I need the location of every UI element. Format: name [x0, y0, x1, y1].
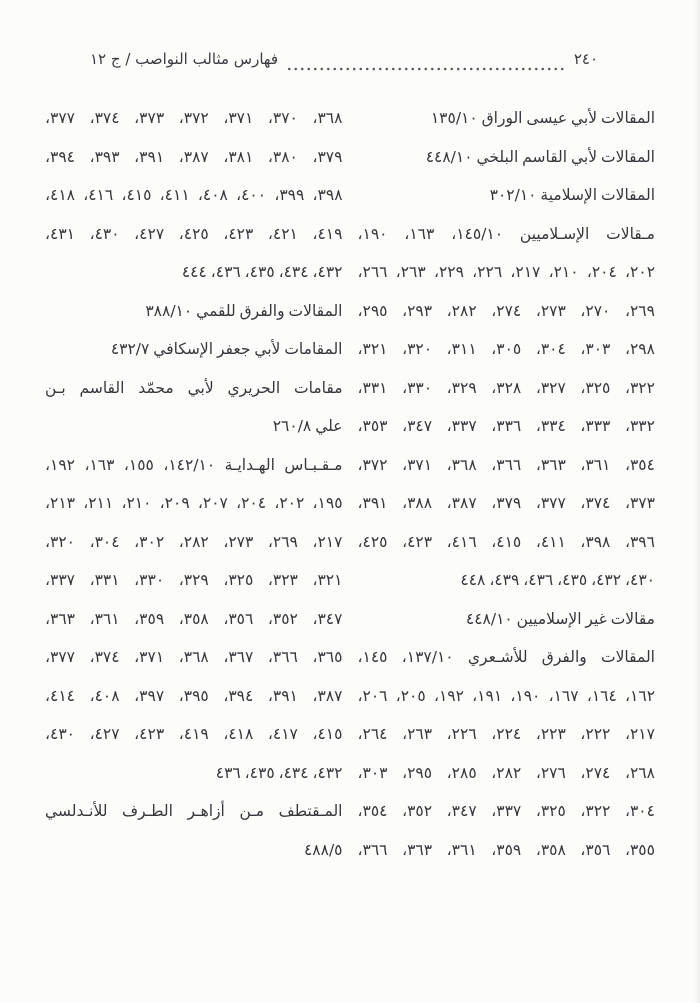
dotted-leader: [286, 67, 566, 71]
index-line: ٣٠٤، ٣٢٢، ٣٢٥، ٣٣٧، ٣٤٧، ٣٥٢، ٣٥٤،: [357, 802, 655, 820]
index-line: ٢١٧، ٢٢٢، ٢٢٣، ٢٢٤، ٢٢٦، ٢٦٣، ٢٦٤،: [357, 725, 655, 743]
index-line: ٣٧٣، ٣٧٤، ٣٧٧، ٣٧٩، ٣٨٧، ٣٨٨، ٣٩١،: [357, 494, 655, 512]
index-line: المقالات والفرق للأشـعري ١٣٧/١٠، ١٤٥،: [357, 648, 655, 666]
index-line: ٢٠٢، ٢٠٤، ٢١٠، ٢١٧، ٢٢٦، ٢٢٩، ٢٦٣، ٢٦٦،: [357, 263, 655, 281]
index-line: ٣٧٩، ٣٨٠، ٣٨١، ٣٨٧، ٣٩١، ٣٩٣، ٣٩٤،: [45, 147, 343, 166]
index-line: ٣٣٢، ٣٣٣، ٣٣٤، ٣٣٦، ٣٣٧، ٣٤٧، ٣٥٣،: [357, 417, 655, 435]
page-header: [90, 50, 598, 76]
page-number: ٢٤٠: [573, 50, 598, 68]
index-line: ٣٤٧، ٣٥٢، ٣٥٦، ٣٥٨، ٣٥٩، ٣٦١، ٣٦٣،: [45, 609, 343, 628]
index-line: ٣٦٥، ٣٦٦، ٣٦٧، ٣٦٨، ٣٧١، ٣٧٤، ٣٧٧،: [45, 648, 343, 666]
index-column-right: [358, 99, 656, 869]
index-line: ١٩٥، ٢٠٢، ٢٠٤، ٢٠٧، ٢٠٩، ٢١٠، ٢١١، ٢١٣،: [45, 494, 343, 512]
index-line: ٢١٧، ٢٦٩، ٢٧٣، ٢٨٢، ٣٠٢، ٣٠٤، ٣٢٠،: [45, 532, 343, 551]
index-line: ٣٨٧، ٣٩١، ٣٩٤، ٣٩٥، ٣٩٧، ٤٠٨، ٤١٤،: [45, 686, 343, 705]
index-line: ٤١٩، ٤٢١، ٤٢٣، ٤٢٥، ٤٢٧، ٤٣٠، ٤٣١،: [45, 224, 343, 243]
index-line: المـقتطف مـن أزاهـر الطـرف للأنـدلسي: [45, 802, 343, 820]
index-line: ٤٣٠، ٤٣٢، ٤٣٥، ٤٣٦، ٤٣٩، ٤٤٨: [460, 571, 655, 589]
index-line: ٣٢٢، ٣٢٥، ٣٢٧، ٣٢٨، ٣٢٩، ٣٣٠، ٣٣١،: [357, 378, 655, 397]
index-line: ٤٣٢، ٤٣٤، ٤٣٥، ٤٣٦، ٤٤٤: [181, 263, 343, 281]
index-line: المقالات الإسلامية ٣٠٢/١٠: [489, 186, 655, 204]
index-line: مقامات الحريري لأبي محمّد القاسم بـن: [45, 378, 343, 397]
running-title: فهارس مثالب النواصب / ج ١٢: [90, 50, 278, 68]
index-line: ٣٩٦، ٣٩٨، ٤١١، ٤١٥، ٤١٦، ٤٢٣، ٤٢٥،: [357, 532, 655, 551]
index-line: ٢٩٨، ٣٠٣، ٣٠٤، ٣٠٥، ٣١١، ٣٢٠، ٣٢١،: [357, 340, 655, 358]
index-line: ٢٦٩، ٢٧٠، ٢٧٣، ٢٧٤، ٢٨٢، ٢٩٣، ٢٩٥،: [357, 301, 655, 320]
index-line: ٣٥٥، ٣٥٦، ٣٥٨، ٣٥٩، ٣٦١، ٣٦٣، ٣٦٦،: [357, 840, 655, 859]
index-line: المقامات لأبي جعفر الإسكافي ٤٣٢/٧: [110, 340, 343, 358]
index-line: ٣٢١، ٣٢٣، ٣٢٥، ٣٢٩، ٣٣٠، ٣٣١، ٣٣٧،: [45, 571, 343, 589]
index-line: ٤٨٨/٥: [303, 840, 343, 859]
index-line: ٤١٥، ٤١٧، ٤١٨، ٤١٩، ٤٢٣، ٤٢٧، ٤٣٠،: [45, 725, 343, 743]
index-line: ٣٥٤، ٣٦١، ٣٦٣، ٣٦٦، ٣٦٨، ٣٧١، ٣٧٢،: [357, 455, 655, 474]
index-line: مـقـبـاس الهـدايـة ١٤٢/١٠، ١٥٥، ١٦٣، ١٩٢،: [45, 455, 343, 474]
index-line: المقالات لأبي القاسم البلخي ٤٤٨/١٠: [425, 147, 655, 166]
index-line: المقالات لأبي عيسى الوراق ١٣٥/١٠: [430, 109, 655, 127]
index-line: ٤٣٢، ٤٣٤، ٤٣٥، ٤٣٦: [215, 763, 343, 782]
index-line: علي ٢٦٠/٨: [272, 417, 343, 435]
index-line: ٢٦٨، ٢٧٤، ٢٧٦، ٢٨٢، ٢٨٥، ٢٩٥، ٣٠٣،: [357, 763, 655, 782]
index-line: ٣٦٨، ٣٧٠، ٣٧١، ٣٧٢، ٣٧٣، ٣٧٤، ٣٧٧،: [45, 109, 343, 127]
index-line: مقالات غير الإسلاميين ٤٤٨/١٠: [465, 609, 655, 628]
index-column-left: [45, 99, 343, 869]
index-line: المقالات والفرق للقمي ٣٨٨/١٠: [145, 301, 343, 320]
index-line: ١٦٢، ١٦٤، ١٦٧، ١٩٠، ١٩١، ١٩٢، ٢٠٥، ٢٠٦،: [357, 686, 655, 705]
index-line: ٣٩٨، ٣٩٩، ٤٠٠، ٤٠٨، ٤١١، ٤١٥، ٤١٦، ٤١٨،: [45, 186, 343, 204]
index-content: [45, 99, 655, 869]
index-line: مـقالات الإسـلاميين ١٤٥/١٠، ١٦٣، ١٩٠،: [357, 224, 655, 243]
